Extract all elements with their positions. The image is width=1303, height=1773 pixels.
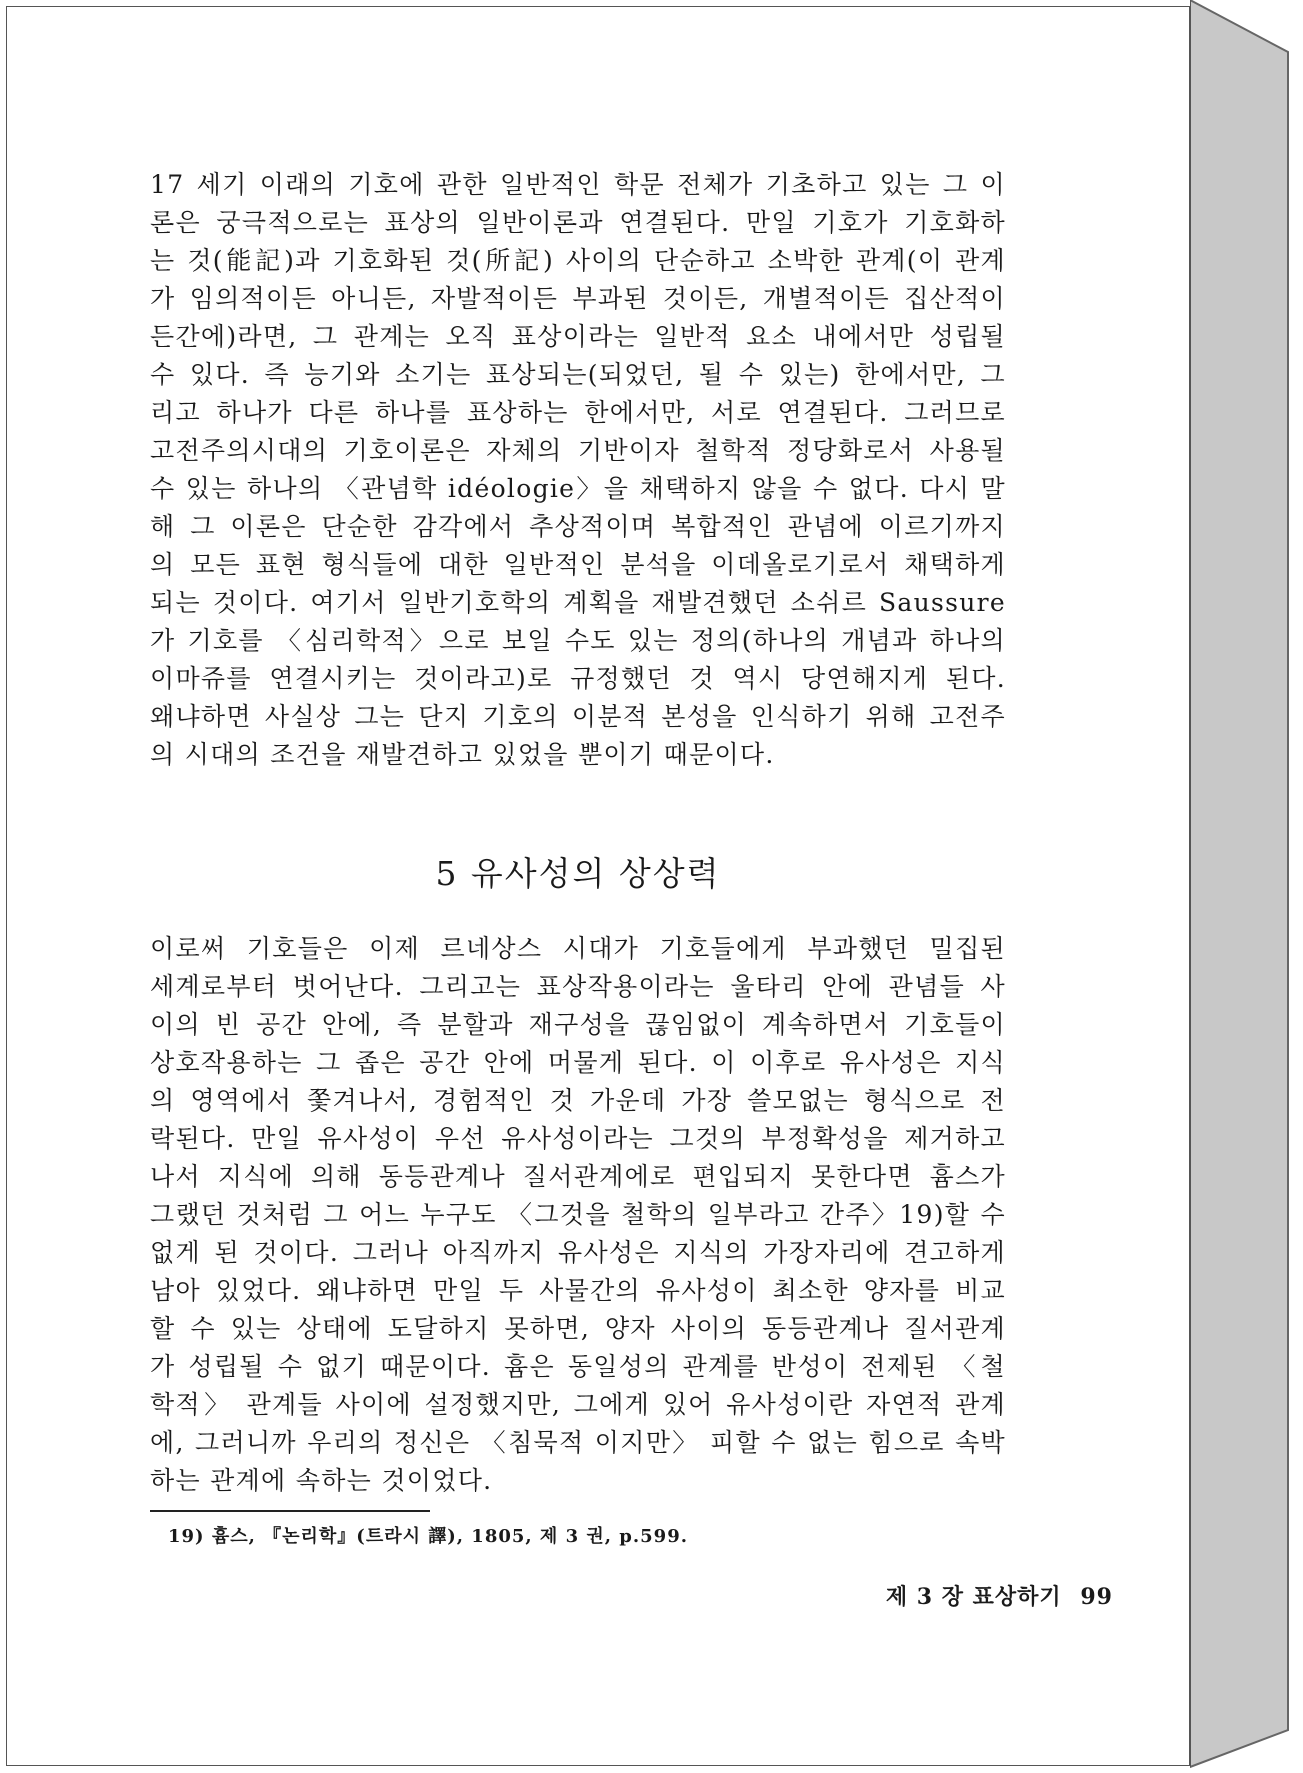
text-line: 고전주의시대의 기호이론은 자체의 기반이자 철학적 정당화로서 사용될 bbox=[150, 436, 1006, 465]
text-line: 이로써 기호들은 이제 르네상스 시대가 기호들에게 부과했던 밀집된 bbox=[150, 934, 1006, 963]
text-line: 되는 것이다. 여기서 일반기호학의 계획을 재발견했던 소쉬르 Saussure bbox=[150, 588, 1006, 617]
chapter-title: 제 3 장 표상하기 bbox=[885, 1584, 1062, 1610]
text-line: 해 그 이론은 단순한 감각에서 추상적이며 복합적인 관념에 이르기까지 bbox=[150, 512, 1006, 541]
paragraph-1 bbox=[150, 166, 1006, 774]
text-line: 그랬던 것처럼 그 어느 누구도 〈그것을 철학의 일부라고 간주〉19)할 수 bbox=[150, 1200, 1006, 1229]
running-footer bbox=[876, 1580, 1113, 1611]
footnote: 19) 흄스, 『논리학』(트라시 譯), 1805, 제 3 권, p.599. bbox=[168, 1526, 688, 1547]
text-line: 는 것(能記)과 기호화된 것(所記) 사이의 단순하고 소박한 관계(이 관계 bbox=[150, 246, 1006, 275]
text-line: 리고 하나가 다른 하나를 표상하는 한에서만, 서로 연결된다. 그러므로 bbox=[150, 398, 1006, 427]
text-line: 의 모든 표현 형식들에 대한 일반적인 분석을 이데올로기로서 채택하게 bbox=[150, 550, 1006, 579]
text-line: 할 수 있는 상태에 도달하지 못하면, 양자 사이의 동등관계나 질서관계 bbox=[150, 1314, 1006, 1343]
text-line: 가 성립될 수 없기 때문이다. 흄은 동일성의 관계를 반성이 전제된 〈철 bbox=[150, 1352, 1006, 1381]
text-line: 론은 궁극적으로는 표상의 일반이론과 연결된다. 만일 기호가 기호화하 bbox=[150, 208, 1006, 237]
text-line: 학적〉 관계들 사이에 설정했지만, 그에게 있어 유사성이란 자연적 관계 bbox=[150, 1390, 1006, 1419]
text-line: 남아 있었다. 왜냐하면 만일 두 사물간의 유사성이 최소한 양자를 비교 bbox=[150, 1276, 1006, 1305]
text-line: 의 시대의 조건을 재발견하고 있었을 뿐이기 때문이다. bbox=[150, 740, 775, 769]
text-line: 하는 관계에 속하는 것이었다. bbox=[150, 1466, 493, 1495]
text-line: 든간에)라면, 그 관계는 오직 표상이라는 일반적 요소 내에서만 성립될 bbox=[150, 322, 1006, 351]
text-line: 나서 지식에 의해 동등관계나 질서관계에로 편입되지 못한다면 흄스가 bbox=[150, 1162, 1006, 1191]
text-line: 왜냐하면 사실상 그는 단지 기호의 이분적 본성을 인식하기 위해 고전주 bbox=[150, 702, 1006, 731]
text-line: 에, 그러니까 우리의 정신은 〈침묵적 이지만〉 피할 수 없는 힘으로 속박 bbox=[150, 1428, 1006, 1457]
text-line: 의 영역에서 쫓겨나서, 경험적인 것 가운데 가장 쓸모없는 형식으로 전 bbox=[150, 1086, 1006, 1115]
page-number: 99 bbox=[1080, 1584, 1113, 1610]
footnote-divider bbox=[150, 1510, 430, 1512]
section-heading: 5 유사성의 상상력 bbox=[435, 854, 721, 893]
text-line: 이의 빈 공간 안에, 즉 분할과 재구성을 끊임없이 계속하면서 기호들이 bbox=[150, 1010, 1006, 1039]
text-line: 세계로부터 벗어난다. 그리고는 표상작용이라는 울타리 안에 관념들 사 bbox=[150, 972, 1006, 1001]
text-line: 수 있는 하나의 〈관념학 idéologie〉을 채택하지 않을 수 없다. 다시 말 bbox=[150, 474, 1006, 503]
paragraph-2-text bbox=[150, 930, 1006, 1500]
text-line: 가 기호를 〈심리학적〉으로 보일 수도 있는 정의(하나의 개념과 하나의 bbox=[150, 626, 1006, 655]
text-line: 가 임의적이든 아니든, 자발적이든 부과된 것이든, 개별적이든 집산적이 bbox=[150, 284, 1006, 313]
paragraph-2 bbox=[150, 930, 1006, 1500]
text-line: 수 있다. 즉 능기와 소기는 표상되는(되었던, 될 수 있는) 한에서만, 그 bbox=[150, 360, 1006, 389]
book-edge-decoration bbox=[1190, 0, 1300, 1773]
text-line: 없게 된 것이다. 그러나 아직까지 유사성은 지식의 가장자리에 견고하게 bbox=[150, 1238, 1006, 1267]
text-line: 락된다. 만일 유사성이 우선 유사성이라는 그것의 부정확성을 제거하고 bbox=[150, 1124, 1006, 1153]
text-line: 이마쥬를 연결시키는 것이라고)로 규정했던 것 역시 당연해지게 된다. bbox=[150, 664, 1006, 693]
paragraph-1-text bbox=[150, 166, 1006, 774]
text-line: 상호작용하는 그 좁은 공간 안에 머물게 된다. 이 이후로 유사성은 지식 bbox=[150, 1048, 1006, 1077]
text-line: 17 세기 이래의 기호에 관한 일반적인 학문 전체가 기초하고 있는 그 이 bbox=[150, 170, 1006, 199]
